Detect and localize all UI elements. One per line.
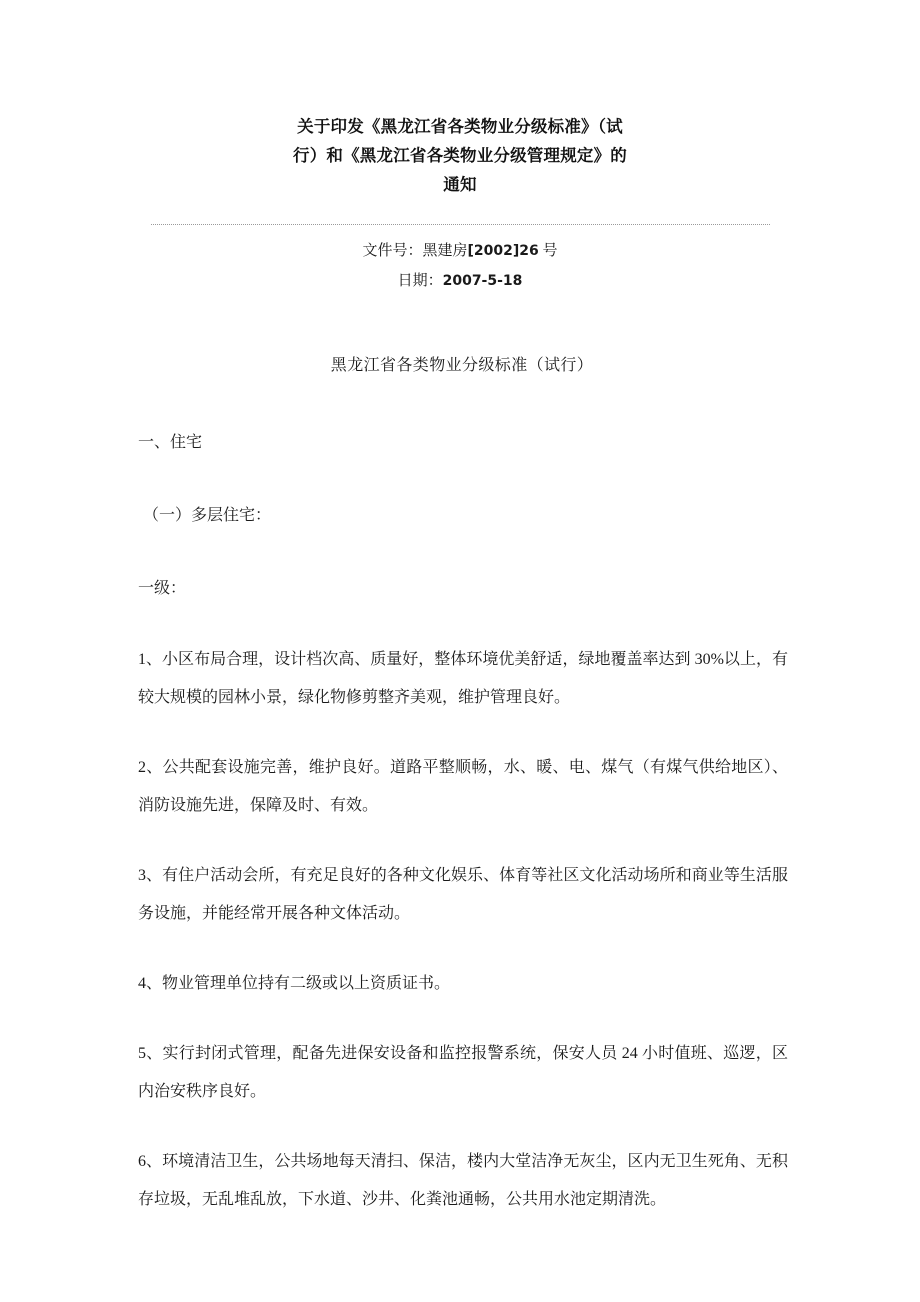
- date-line: [160, 266, 760, 296]
- document-title: [170, 112, 750, 199]
- subsection-1: （一）多层住宅：: [143, 507, 272, 524]
- date-value: 2007-5-18: [442, 273, 523, 289]
- file-number-value: [2002]26: [467, 243, 539, 259]
- title-line-1: 关于印发《黑龙江省各类物业分级标准》（试: [297, 117, 623, 136]
- item-2: 2、公共配套设施完善，维护良好。道路平整顺畅，水、暖、电、煤气（有煤气供给地区）、消防设施先进，保障及时、有效。: [138, 759, 788, 814]
- file-number-label: 文件号：黑建房: [362, 243, 468, 259]
- item-5: 5、实行封闭式管理，配备先进保安设备和监控报警系统，保安人员 24 小时值班、巡逻，区内治安秩序良好。: [138, 1045, 788, 1100]
- item-3: 3、有住户活动会所，有充足良好的各种文化娱乐、体育等社区文化活动场所和商业等生活服务设施，并能经常开展各种文体活动。: [138, 867, 788, 922]
- section-heading: 黑龙江省各类物业分级标准（试行）: [330, 357, 594, 374]
- item-6: 6、环境清洁卫生，公共场地每天清扫、保洁，楼内大堂洁净无灰尘，区内无卫生死角、无积存垃圾，无乱堆乱放，下水道、沙井、化粪池通畅，公共用水池定期清洗。: [138, 1153, 788, 1208]
- title-line-3: 通知: [443, 175, 477, 194]
- date-label: 日期：: [397, 273, 443, 289]
- item-4: 4、物业管理单位持有二级或以上资质证书。: [138, 975, 451, 992]
- title-line-2: 行）和《黑龙江省各类物业分级管理规定》的: [293, 146, 627, 165]
- file-number-suffix: 号: [542, 243, 558, 259]
- header-divider: [151, 224, 770, 225]
- document-metadata: [160, 236, 760, 296]
- grade-1: 一级：: [138, 580, 187, 597]
- document-body: [138, 424, 788, 1251]
- chapter-1: 一、住宅: [138, 434, 203, 451]
- item-1: 1、小区布局合理，设计档次高、质量好，整体环境优美舒适，绿地覆盖率达到 30%以上，有较大规模的园林小景，绿化物修剪整齐美观，维护管理良好。: [138, 651, 788, 706]
- file-number-line: [160, 236, 760, 266]
